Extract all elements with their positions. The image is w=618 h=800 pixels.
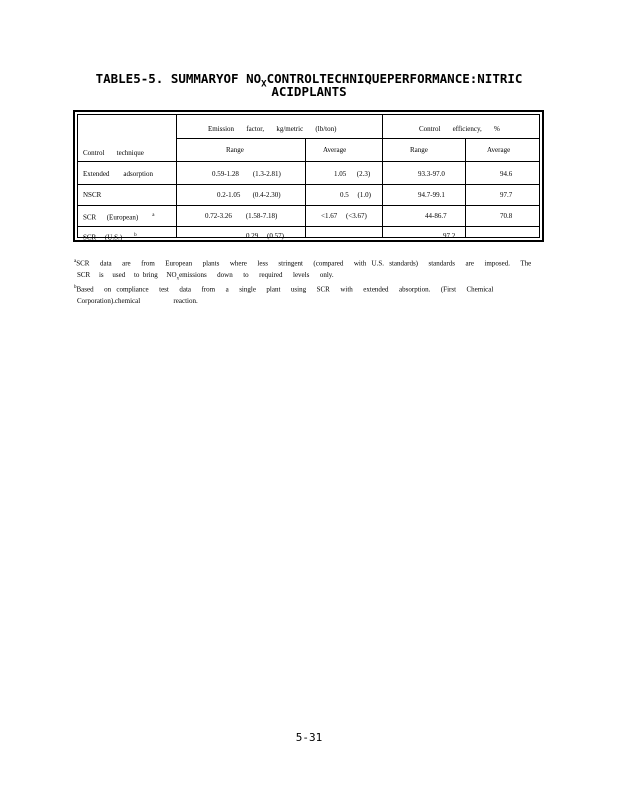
footnote-a-line2-pre: SCR is used to bring NO [77, 271, 177, 279]
group-header-divider [176, 138, 539, 139]
page-number: 5-31 [295, 731, 323, 744]
ce-average-header: Average [487, 146, 511, 154]
table-row-ce-range: 93.3-97.0 [418, 170, 445, 178]
table-row-technique [83, 233, 137, 241]
table-row-ce-range: 97.2 [443, 232, 456, 240]
table-row-ef-average: 0.5 (1.0) [340, 191, 371, 199]
table-inner-border [77, 114, 540, 242]
footnote-a-line1 [74, 259, 531, 267]
table-row-ef-range: 0.59-1.28 (1.3-2.81) [212, 170, 281, 178]
table-row-ce-range: 94.7-99.1 [418, 191, 445, 199]
technique-text: SCR (U.S.) [83, 233, 123, 242]
table-row-ce-average: 70.8 [500, 212, 513, 220]
ef-average-header: Average [323, 146, 347, 154]
table-row-ef-range: 0.2-1.05 (0.4-2.30) [217, 191, 281, 199]
table-title-pre: TABLE5-5. SUMMARYOF NO [95, 71, 262, 86]
row-divider-1 [78, 184, 539, 185]
control-technique-header: Control technique [83, 149, 144, 157]
col-divider-1 [176, 115, 177, 237]
table-row-ef-range: 0.29 (0.57) [246, 232, 284, 240]
footnote-ref-a: a [152, 213, 155, 218]
table-row-technique: NSCR [83, 191, 102, 199]
table-row-ce-average: 97.7 [500, 191, 513, 199]
col-divider-4 [465, 138, 466, 237]
footnote-a-line2 [77, 272, 334, 281]
table-row-ef-range: 0.72-3.26 (1.58-7.18) [205, 212, 278, 220]
technique-text: SCR (European) [83, 213, 139, 222]
footnote-a-line2-subscript: x [176, 276, 180, 282]
control-efficiency-header: Control efficiency, % [419, 125, 500, 133]
emission-factor-header: Emission factor, kg/metric (lb/ton) [208, 125, 337, 133]
summary-table [73, 110, 544, 242]
footnote-ref-b: b [134, 233, 137, 238]
footnote-b-line2: Corporation).chemical reaction. [77, 297, 198, 305]
table-row-ef-average: <1.67 (<3.67) [321, 212, 367, 220]
footnote-b-text: Based on compliance test data from a single plant using SCR with extended absorption. (First Chemical [76, 285, 494, 294]
footnote-b-line1 [74, 285, 493, 293]
footnote-a-mark: a [74, 259, 77, 264]
col-divider-3 [382, 115, 383, 237]
table-row-ce-range: 44-86.7 [425, 212, 447, 220]
footnote-b-mark: b [74, 285, 77, 290]
table-title-subscript: X [261, 79, 267, 90]
ef-range-header: Range [226, 146, 244, 154]
col-divider-2 [305, 138, 306, 237]
footnote-a-line2-post: emissions down to required levels only. [179, 271, 334, 279]
row-divider-3 [78, 226, 539, 227]
header-divider [78, 161, 539, 162]
table-row-technique [83, 213, 154, 221]
table-title-line2: ACIDPLANTS [271, 84, 347, 99]
footnote-a-text: SCR data are from European plants where less stringent (compared with U.S. standards) standards are imposed. The [76, 259, 532, 268]
table-row-ef-average: 1.05 (2.3) [334, 170, 371, 178]
row-divider-2 [78, 205, 539, 206]
table-row-ce-average: 94.6 [500, 170, 513, 178]
ce-range-header: Range [410, 146, 428, 154]
table-title-post: CONTROLTECHNIQUEPERFORMANCE:NITRIC [266, 71, 523, 86]
table-row-technique: Extended adsorption [83, 170, 153, 178]
